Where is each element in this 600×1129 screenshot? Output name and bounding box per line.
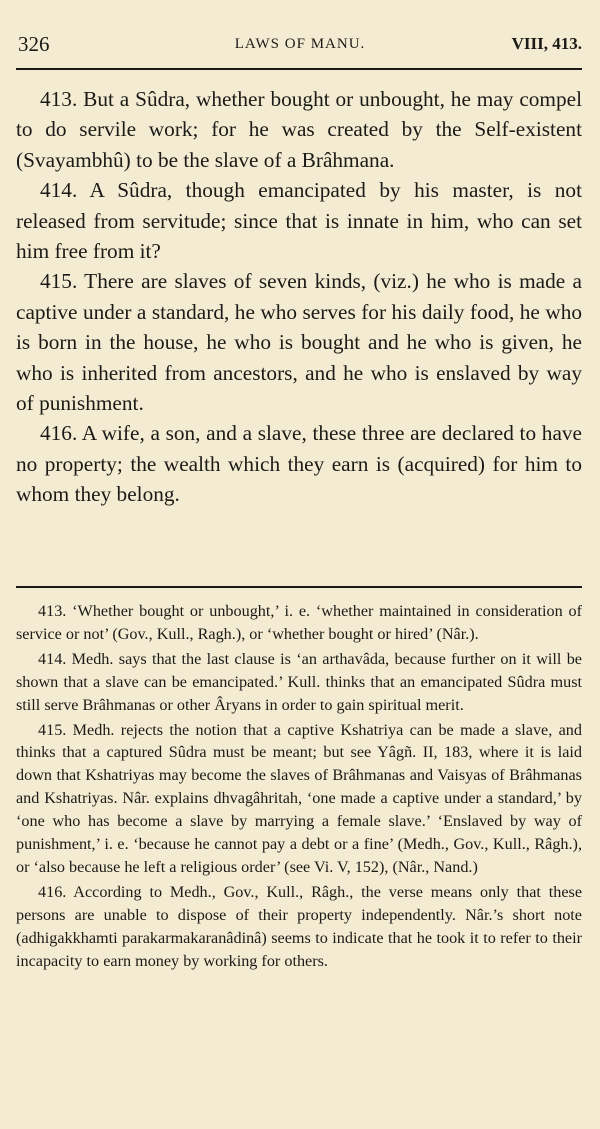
verse-415: 415. There are slaves of seven kinds, (viz.) he who is made a captive under a standard, he who serves for his daily food, he who is born in the house, he who is bought and he who is given, he who is inherited from ancestors, and he who is enslaved by way of punishment. [16,269,582,416]
note-413: 413. ‘Whether bought or unbought,’ i. e. ‘whether maintained in consideration of service or not’ (Gov., Kull., Ragh.), or ‘whether bought or hired’ (Nâr.). [16,602,582,643]
verse-414: 414. A Sûdra, though emancipated by his master, is not released from servitude; since that is innate in him, who can set him free from it? [16,178,582,264]
page-header [18,32,582,60]
footnotes [16,600,582,973]
page-number: 326 [18,32,50,56]
section-reference: VIII, 413. [511,34,582,53]
main-text [16,84,582,510]
note-416: 416. According to Medh., Gov., Kull., Râgh., the verse means only that these persons are unable to dispose of their property independently. Nâr.’s short note (adhigakkhamti parakarmakaranâdinâ) seems to indicate that he took it to refer to their incapacity to earn money by working for others. [16,882,582,970]
footnote-rule [16,586,582,588]
verse-413: 413. But a Sûdra, whether bought or unbought, he may compel to do servile work; for he was created by the Self-existent (Svayambhû) to be the slave of a Brâhmana. [16,87,582,172]
note-414: 414. Medh. says that the last clause is ‘an arthavâda, because further on it will be shown that a slave can be emancipated.’ Kull. thinks that an emancipated Sûdra must still serve Brâhmanas or other Âryans in order to gain spiritual merit. [16,649,582,714]
header-rule [16,68,582,70]
verse-416: 416. A wife, a son, and a slave, these three are declared to have no property; the wealth which they earn is (acquired) for him to whom they belong. [16,421,582,507]
running-title: LAWS OF MANU. [234,36,366,52]
note-415: 415. Medh. rejects the notion that a captive Kshatriya can be made a slave, and thinks that a captured Sûdra must be meant; but see Yâgñ. II, 183, where it is laid down that Kshatriyas may become the slaves of Brâhmanas and Vaisyas of Brâhmanas and Kshatriyas. Nâr. explains dhvagâhritah, ‘one made a captive under a standard,’ by ‘one who has become a slave by marrying a female slave.’ ‘Enslaved by way of punishment,’ i. e. ‘because he cannot pay a debt or a fine’ (Medh., Gov., Kull., Râgh.), or ‘also because he left a religious order’ (see Vi. V, 152), (Nâr., Nand.) [16,720,582,876]
